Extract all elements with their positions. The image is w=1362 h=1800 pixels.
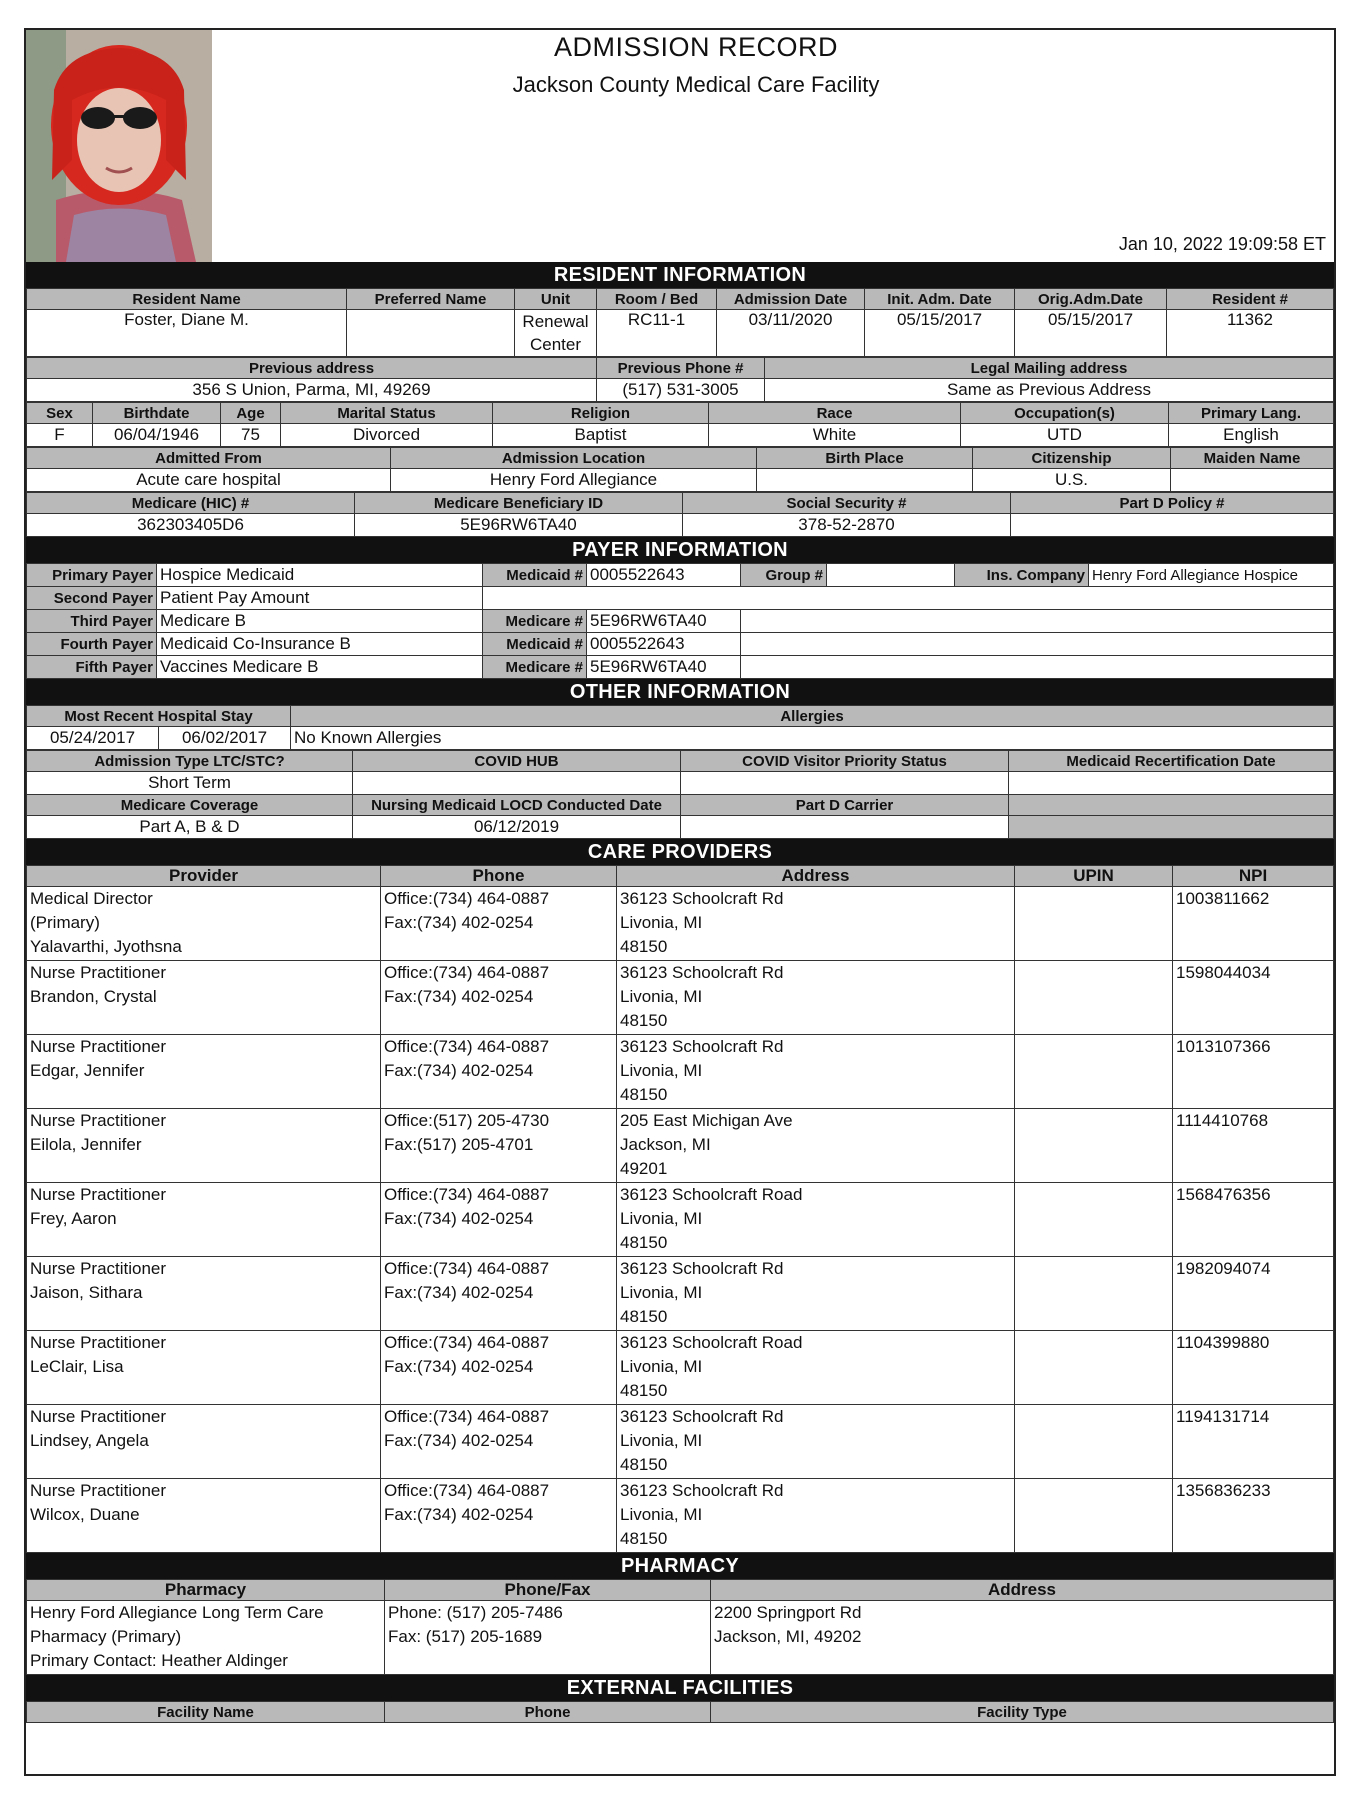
provider-street: 36123 Schoolcraft Rd [620,1481,784,1500]
pharmacy-name-2: Pharmacy (Primary) [30,1627,182,1646]
care-providers-table [26,865,1334,1553]
label-orig-adm-date: Orig.Adm.Date [1015,289,1167,310]
label-facility-phone: Phone [385,1702,711,1723]
blank-shaded [1009,795,1334,816]
primary-medicaid-number: 0005522643 [587,564,741,587]
label-init-adm-date: Init. Adm. Date [865,289,1015,310]
provider-street: 36123 Schoolcraft Rd [620,1259,784,1278]
external-facilities-band: EXTERNAL FACILITIES [26,1675,1334,1701]
provider-city: Livonia, MI [620,1283,703,1302]
provider-role: Nurse Practitioner [30,1407,167,1426]
label-address: Address [617,866,1015,887]
provider-fax: Fax:(517) 205-4701 [384,1135,534,1154]
provider-street: 36123 Schoolcraft Rd [620,889,784,908]
label-hospital-stay: Most Recent Hospital Stay [27,706,291,727]
label-previous-phone: Previous Phone # [597,358,765,379]
label-legal-mailing-address: Legal Mailing address [765,358,1334,379]
provider-name: Edgar, Jennifer [30,1061,145,1080]
provider-npi: 1104399880 [1173,1331,1334,1405]
label-occupation: Occupation(s) [961,403,1169,424]
label-phone: Phone [381,866,617,887]
provider-street: 36123 Schoolcraft Road [620,1185,803,1204]
provider-street: 36123 Schoolcraft Rd [620,1407,784,1426]
provider-role: Nurse Practitioner [30,1259,167,1278]
provider-role: Nurse Practitioner [30,963,167,982]
label-marital-status: Marital Status [281,403,493,424]
label-sex: Sex [27,403,93,424]
provider-office: Office:(734) 464-0887 [384,1185,550,1204]
second-payer-blank [483,587,1334,610]
fifth-payer: Vaccines Medicare B [157,656,483,679]
allergies: No Known Allergies [291,727,1334,750]
pharmacy-contact: Primary Contact: Heather Aldinger [30,1651,288,1670]
provider-upin [1015,1183,1173,1257]
provider-role: Nurse Practitioner [30,1111,167,1130]
table-row [27,1109,1334,1183]
age: 75 [221,424,281,447]
payer-information-band: PAYER INFORMATION [26,537,1334,563]
provider-line-2: (Primary) [30,913,100,932]
provider-name: Frey, Aaron [30,1209,117,1228]
facility-name: Jackson County Medical Care Facility [512,72,880,97]
blank-shaded-value [1009,816,1334,839]
part-d-carrier [681,816,1009,839]
medicare-hic: 362303405D6 [27,514,355,537]
provider-role: Medical Director [30,889,153,908]
provider-npi: 1013107366 [1173,1035,1334,1109]
marital-status: Divorced [281,424,493,447]
provider-city: Livonia, MI [620,1357,703,1376]
resident-row-4 [26,447,1334,492]
provider-fax: Fax:(734) 402-0254 [384,1357,534,1376]
provider-zip: 48150 [620,1085,668,1104]
label-medicaid-recert: Medicaid Recertification Date [1009,751,1334,772]
religion: Baptist [493,424,709,447]
provider-street: 205 East Michigan Ave [620,1111,793,1130]
provider-name: Lindsey, Angela [30,1431,149,1450]
pharmacy-table [26,1579,1334,1675]
orig-adm-date: 05/15/2017 [1015,310,1167,357]
medicare-coverage: Part A, B & D [27,816,353,839]
provider-office: Office:(734) 464-0887 [384,1259,550,1278]
provider-city: Jackson, MI [620,1135,711,1154]
provider-street: 36123 Schoolcraft Rd [620,963,784,982]
provider-office: Office:(734) 464-0887 [384,1481,550,1500]
previous-address: 356 S Union, Parma, MI, 49269 [27,379,597,402]
primary-language: English [1169,424,1334,447]
nursing-locd-date: 06/12/2019 [353,816,681,839]
part-d-policy [1011,514,1334,537]
sex: F [27,424,93,447]
label-facility-name: Facility Name [27,1702,385,1723]
unit: Renewal Center [515,310,597,357]
resident-row-1 [26,288,1334,357]
label-room-bed: Room / Bed [597,289,717,310]
provider-fax: Fax:(734) 402-0254 [384,913,534,932]
external-facilities-table [26,1701,1334,1723]
provider-street: 36123 Schoolcraft Rd [620,1037,784,1056]
provider-upin [1015,1109,1173,1183]
provider-name: Eilola, Jennifer [30,1135,142,1154]
provider-upin [1015,1405,1173,1479]
label-resident-number: Resident # [1167,289,1334,310]
table-row [27,1479,1334,1553]
label-medicare-hic: Medicare (HIC) # [27,493,355,514]
pharmacy-band: PHARMACY [26,1553,1334,1579]
provider-role: Nurse Practitioner [30,1185,167,1204]
social-security: 378-52-2870 [683,514,1011,537]
label-primary-payer: Primary Payer [27,564,157,587]
label-part-d-policy: Part D Policy # [1011,493,1334,514]
race: White [709,424,961,447]
second-payer: Patient Pay Amount [157,587,483,610]
provider-npi: 1003811662 [1173,887,1334,961]
admission-location: Henry Ford Allegiance [391,469,757,492]
covid-visitor [681,772,1009,795]
other-row-2 [26,750,1334,839]
label-primary-medicaid: Medicaid # [483,564,587,587]
provider-zip: 48150 [620,1529,668,1548]
admitted-from: Acute care hospital [27,469,391,492]
label-covid-visitor: COVID Visitor Priority Status [681,751,1009,772]
label-phone-fax: Phone/Fax [385,1580,711,1601]
provider-city: Livonia, MI [620,1431,703,1450]
pharmacy-city: Jackson, MI, 49202 [714,1627,862,1646]
label-admission-location: Admission Location [391,448,757,469]
primary-payer: Hospice Medicaid [157,564,483,587]
label-pharmacy: Pharmacy [27,1580,385,1601]
provider-city: Livonia, MI [620,1061,703,1080]
provider-role: Nurse Practitioner [30,1333,167,1352]
provider-upin [1015,1257,1173,1331]
hospital-stay-from: 05/24/2017 [27,727,159,750]
resident-number: 11362 [1167,310,1334,357]
table-row [27,1183,1334,1257]
covid-hub [353,772,681,795]
provider-city: Livonia, MI [620,913,703,932]
provider-city: Livonia, MI [620,1209,703,1228]
provider-upin [1015,1479,1173,1553]
label-preferred-name: Preferred Name [347,289,515,310]
label-fifth-medicare: Medicare # [483,656,587,679]
resident-information-band: RESIDENT INFORMATION [26,262,1334,288]
provider-office: Office:(734) 464-0887 [384,963,550,982]
payer-table [26,563,1334,679]
label-admission-type: Admission Type LTC/STC? [27,751,353,772]
fourth-payer-blank [741,633,1334,656]
pharmacy-phone: Phone: (517) 205-7486 [388,1603,563,1622]
table-row [27,1405,1334,1479]
provider-city: Livonia, MI [620,987,703,1006]
label-third-payer: Third Payer [27,610,157,633]
label-fifth-payer: Fifth Payer [27,656,157,679]
legal-mailing-address: Same as Previous Address [765,379,1334,402]
label-age: Age [221,403,281,424]
resident-row-5 [26,492,1334,537]
init-adm-date: 05/15/2017 [865,310,1015,357]
label-nursing-locd: Nursing Medicaid LOCD Conducted Date [353,795,681,816]
provider-npi: 1194131714 [1173,1405,1334,1479]
provider-upin [1015,961,1173,1035]
table-row [27,887,1334,961]
third-payer-blank [741,610,1334,633]
occupation: UTD [961,424,1169,447]
provider-npi: 1598044034 [1173,961,1334,1035]
provider-npi: 1568476356 [1173,1183,1334,1257]
other-row-1 [26,705,1334,750]
provider-upin [1015,1331,1173,1405]
maiden-name [1171,469,1334,492]
admission-record [24,28,1336,1776]
pharmacy-fax: Fax: (517) 205-1689 [388,1627,543,1646]
table-row [27,1257,1334,1331]
provider-fax: Fax:(734) 402-0254 [384,1505,534,1524]
previous-phone: (517) 531-3005 [597,379,765,402]
header [26,30,1334,262]
label-primary-language: Primary Lang. [1169,403,1334,424]
label-pharmacy-address: Address [711,1580,1334,1601]
document-title: ADMISSION RECORD [553,32,839,62]
provider-office: Office:(517) 205-4730 [384,1111,550,1130]
label-allergies: Allergies [291,706,1334,727]
provider-name: Wilcox, Duane [30,1505,140,1524]
preferred-name [347,310,515,357]
label-citizenship: Citizenship [973,448,1171,469]
ins-company: Henry Ford Allegiance Hospice [1089,564,1334,587]
label-unit: Unit [515,289,597,310]
provider-office: Office:(734) 464-0887 [384,889,550,908]
fourth-payer: Medicaid Co-Insurance B [157,633,483,656]
label-race: Race [709,403,961,424]
care-providers-band: CARE PROVIDERS [26,839,1334,865]
provider-office: Office:(734) 464-0887 [384,1037,550,1056]
label-npi: NPI [1173,866,1334,887]
label-admitted-from: Admitted From [27,448,391,469]
provider-zip: 48150 [620,1011,668,1030]
provider-fax: Fax:(734) 402-0254 [384,987,534,1006]
provider-npi: 1356836233 [1173,1479,1334,1553]
label-covid-hub: COVID HUB [353,751,681,772]
label-medicare-coverage: Medicare Coverage [27,795,353,816]
label-fourth-payer: Fourth Payer [27,633,157,656]
provider-npi: 1982094074 [1173,1257,1334,1331]
provider-upin [1015,1035,1173,1109]
third-medicare-number: 5E96RW6TA40 [587,610,741,633]
third-payer: Medicare B [157,610,483,633]
pharmacy-street: 2200 Springport Rd [714,1603,862,1622]
print-timestamp: Jan 10, 2022 19:09:58 ET [1118,234,1326,254]
provider-office: Office:(734) 464-0887 [384,1407,550,1426]
label-previous-address: Previous address [27,358,597,379]
resident-row-2 [26,357,1334,402]
label-upin: UPIN [1015,866,1173,887]
hospital-stay-to: 06/02/2017 [159,727,291,750]
label-religion: Religion [493,403,709,424]
provider-zip: 48150 [620,1381,668,1400]
admission-type: Short Term [27,772,353,795]
label-second-payer: Second Payer [27,587,157,610]
provider-street: 36123 Schoolcraft Road [620,1333,803,1352]
label-fourth-medicaid: Medicaid # [483,633,587,656]
table-row [27,961,1334,1035]
other-information-band: OTHER INFORMATION [26,679,1334,705]
label-social-security: Social Security # [683,493,1011,514]
provider-npi: 1114410768 [1173,1109,1334,1183]
label-part-d-carrier: Part D Carrier [681,795,1009,816]
provider-fax: Fax:(734) 402-0254 [384,1061,534,1080]
medicare-beneficiary-id: 5E96RW6TA40 [355,514,683,537]
provider-city: Livonia, MI [620,1505,703,1524]
provider-zip: 48150 [620,1233,668,1252]
provider-zip: 48150 [620,937,668,956]
resident-photo [26,30,212,262]
label-resident-name: Resident Name [27,289,347,310]
citizenship: U.S. [973,469,1171,492]
provider-zip: 49201 [620,1159,668,1178]
label-facility-type: Facility Type [711,1702,1334,1723]
provider-upin [1015,887,1173,961]
provider-name: Yalavarthi, Jyothsna [30,937,182,956]
provider-name: Jaison, Sithara [30,1283,143,1302]
provider-fax: Fax:(734) 402-0254 [384,1283,534,1302]
provider-zip: 48150 [620,1307,668,1326]
table-row [27,1331,1334,1405]
pharmacy-name: Henry Ford Allegiance Long Term Care [30,1603,324,1622]
label-birthdate: Birthdate [93,403,221,424]
provider-office: Office:(734) 464-0887 [384,1333,550,1352]
provider-role: Nurse Practitioner [30,1481,167,1500]
provider-zip: 48150 [620,1455,668,1474]
provider-fax: Fax:(734) 402-0254 [384,1209,534,1228]
table-row [27,1035,1334,1109]
birthdate: 06/04/1946 [93,424,221,447]
label-provider: Provider [27,866,381,887]
provider-name: Brandon, Crystal [30,987,157,1006]
provider-role: Nurse Practitioner [30,1037,167,1056]
fifth-medicare-number: 5E96RW6TA40 [587,656,741,679]
label-birth-place: Birth Place [757,448,973,469]
fourth-medicaid-number: 0005522643 [587,633,741,656]
label-ins-company: Ins. Company [955,564,1089,587]
provider-fax: Fax:(734) 402-0254 [384,1431,534,1450]
resident-portrait-image [26,30,212,262]
room-bed: RC11-1 [597,310,717,357]
fifth-payer-blank [741,656,1334,679]
birth-place [757,469,973,492]
admission-date: 03/11/2020 [717,310,865,357]
label-maiden-name: Maiden Name [1171,448,1334,469]
medicaid-recert-date [1009,772,1334,795]
label-medicare-beneficiary-id: Medicare Beneficiary ID [355,493,683,514]
label-admission-date: Admission Date [717,289,865,310]
group-number [827,564,955,587]
label-third-medicare: Medicare # [483,610,587,633]
resident-row-3 [26,402,1334,447]
provider-name: LeClair, Lisa [30,1357,124,1376]
label-group: Group # [741,564,827,587]
resident-name: Foster, Diane M. [27,310,347,357]
